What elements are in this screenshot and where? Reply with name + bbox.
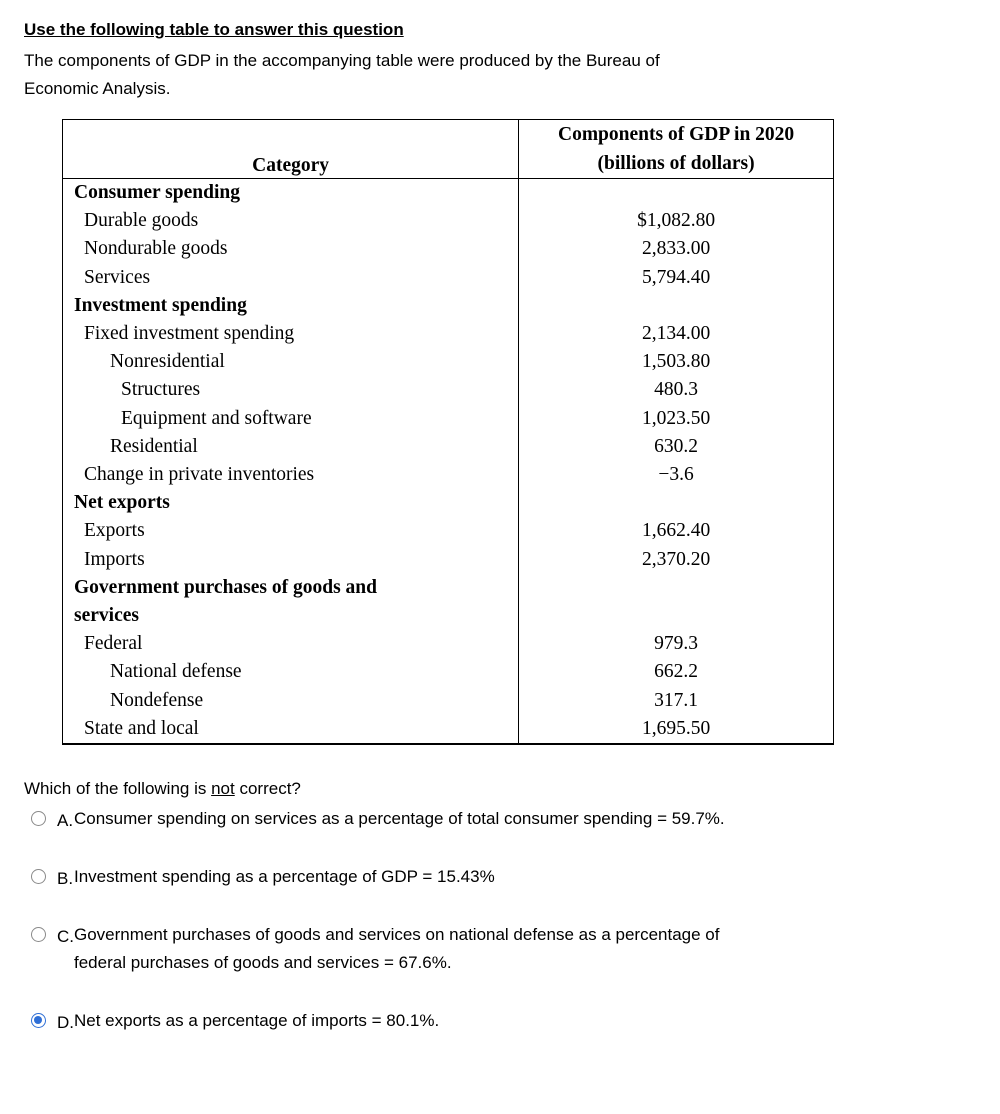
- row-value: 979.3: [519, 630, 834, 658]
- radio-button-d-selected[interactable]: [31, 1013, 46, 1028]
- table-row: [63, 517, 834, 545]
- row-label: Services: [63, 264, 519, 292]
- value-header-line2: (billions of dollars): [597, 153, 755, 174]
- question-text: Which of the following is not correct?: [24, 779, 301, 798]
- row-value: [519, 489, 834, 517]
- row-value: 1,695.50: [519, 715, 834, 744]
- radio-button-a[interactable]: [31, 811, 46, 826]
- row-value: $1,082.80: [519, 207, 834, 235]
- row-label: Imports: [63, 546, 519, 574]
- table-row: [63, 574, 834, 602]
- table-row: [63, 179, 834, 208]
- table-row: [63, 715, 834, 744]
- row-label: Residential: [63, 433, 519, 461]
- row-value: [519, 179, 834, 208]
- row-label: State and local: [63, 715, 519, 744]
- row-value: −3.6: [519, 461, 834, 489]
- table-row: [63, 433, 834, 461]
- row-value: 2,833.00: [519, 235, 834, 263]
- table-row: [63, 235, 834, 263]
- option-text: Consumer spending on services as a percentage of total consumer spending = 59.7%.: [74, 809, 725, 828]
- option-letter: B.: [57, 869, 74, 888]
- section-heading: Use the following table to answer this question: [24, 20, 404, 39]
- row-value: [519, 574, 834, 602]
- row-label: Investment spending: [63, 292, 519, 320]
- table-row: [63, 320, 834, 348]
- row-value: 1,023.50: [519, 405, 834, 433]
- table-row: [63, 348, 834, 376]
- row-label: Exports: [63, 517, 519, 545]
- option-letter: D.: [57, 1013, 74, 1032]
- row-value: 630.2: [519, 433, 834, 461]
- table-row: [63, 602, 834, 630]
- category-column-header: Category: [63, 120, 519, 179]
- table-row: [63, 264, 834, 292]
- row-label: Nonresidential: [63, 348, 519, 376]
- question-emphasis: not: [211, 779, 235, 798]
- radio-button-c[interactable]: [31, 927, 46, 942]
- option-letter: C.: [57, 927, 74, 946]
- table-row: [63, 292, 834, 320]
- table-row: [63, 489, 834, 517]
- table-row: [63, 546, 834, 574]
- table-row: [63, 630, 834, 658]
- table-row: [63, 405, 834, 433]
- table-row: [63, 687, 834, 715]
- value-column-header: [519, 120, 834, 179]
- row-label: services: [63, 602, 519, 630]
- row-value: 1,503.80: [519, 348, 834, 376]
- row-label: Net exports: [63, 489, 519, 517]
- option-text: Government purchases of goods and services on national defense as a percentage of federal purchases of goods and services = 67.6%.: [74, 925, 720, 972]
- row-label: Structures: [63, 376, 519, 404]
- option-text: Investment spending as a percentage of GDP = 15.43%: [74, 867, 495, 886]
- table-row: [63, 658, 834, 686]
- table-row: [63, 461, 834, 489]
- row-value: 1,662.40: [519, 517, 834, 545]
- value-header-line1: Components of GDP in 2020: [557, 124, 795, 145]
- table-row: [63, 376, 834, 404]
- row-label: Nondefense: [63, 687, 519, 715]
- row-value: 662.2: [519, 658, 834, 686]
- intro-text: The components of GDP in the accompanying table were produced by the Bureau of Economic Analysis.: [24, 51, 660, 98]
- table-header-row: [63, 120, 834, 179]
- row-label: Consumer spending: [63, 179, 519, 208]
- row-label: Durable goods: [63, 207, 519, 235]
- option-text: Net exports as a percentage of imports = 80.1%.: [74, 1011, 440, 1030]
- row-label: Nondurable goods: [63, 235, 519, 263]
- row-value: [519, 292, 834, 320]
- row-value: 5,794.40: [519, 264, 834, 292]
- row-value: 2,370.20: [519, 546, 834, 574]
- row-value: 480.3: [519, 376, 834, 404]
- row-label: Equipment and software: [63, 405, 519, 433]
- row-label: National defense: [63, 658, 519, 686]
- row-value: 317.1: [519, 687, 834, 715]
- row-label: Federal: [63, 630, 519, 658]
- row-label: Change in private inventories: [63, 461, 519, 489]
- option-letter: A.: [57, 811, 74, 830]
- table-row: [63, 207, 834, 235]
- row-label: Government purchases of goods and: [63, 574, 519, 602]
- row-label: Fixed investment spending: [63, 320, 519, 348]
- gdp-components-table: [62, 119, 834, 745]
- radio-button-b[interactable]: [31, 869, 46, 884]
- row-value: 2,134.00: [519, 320, 834, 348]
- row-value: [519, 602, 834, 630]
